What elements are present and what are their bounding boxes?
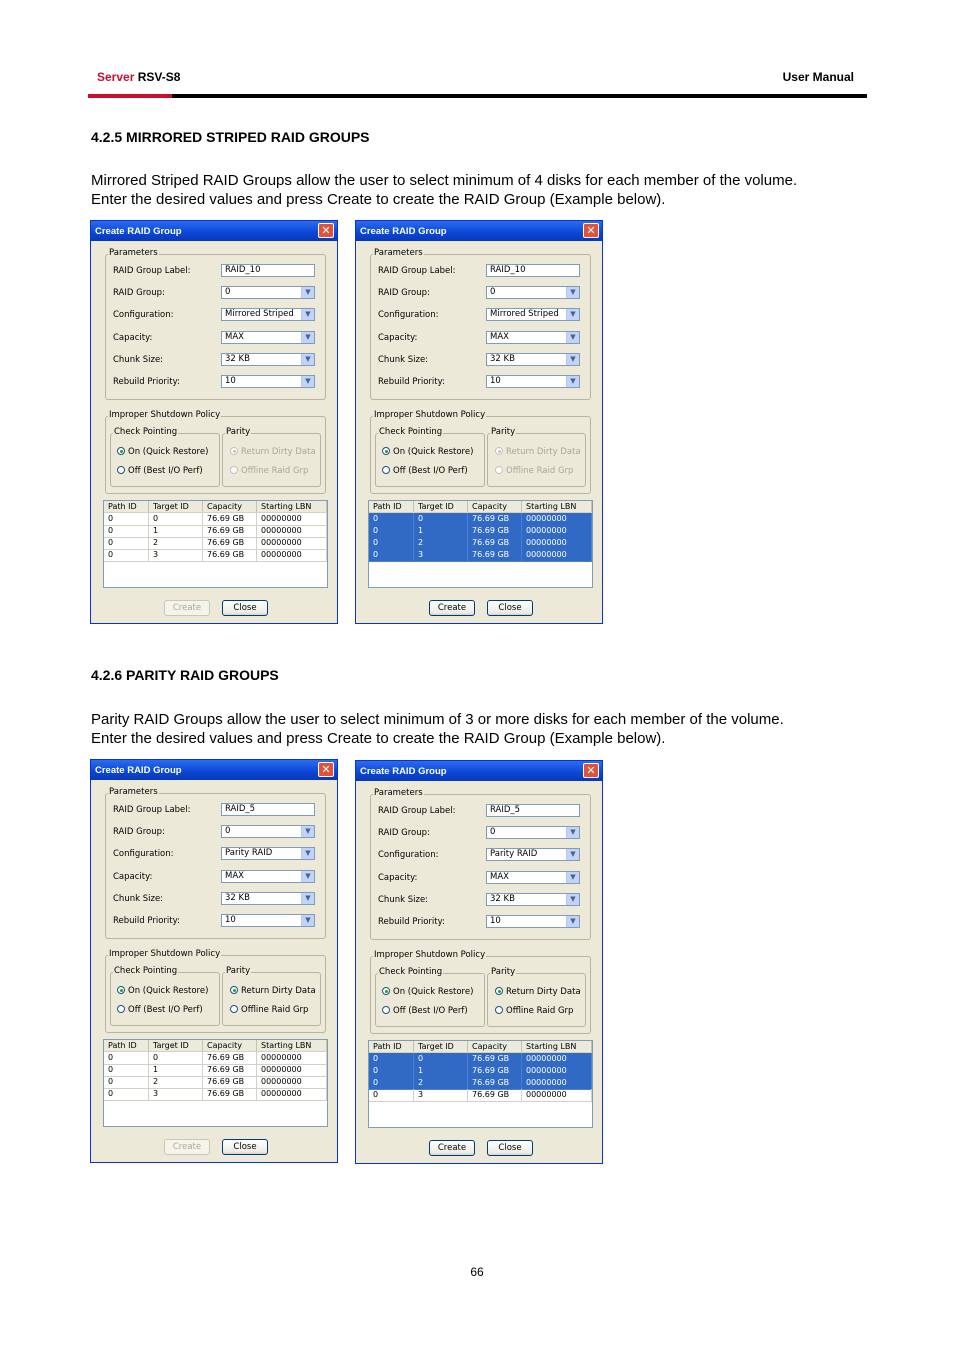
parity-label: Parity bbox=[491, 427, 516, 437]
dialog-titlebar[interactable] bbox=[356, 221, 602, 241]
table-cell: 0 bbox=[149, 1052, 203, 1064]
table-cell: 0 bbox=[369, 513, 414, 525]
capacity-label: Capacity: bbox=[113, 333, 153, 343]
table-cell: 76.69 GB bbox=[203, 549, 257, 561]
chevron-down-icon[interactable]: ▼ bbox=[566, 849, 579, 860]
parity-offline-radio[interactable]: Offline Raid Grp bbox=[495, 466, 573, 476]
raid-group-label-label: RAID Group Label: bbox=[378, 266, 456, 276]
capacity-select[interactable]: MAX ▼ bbox=[221, 331, 315, 344]
raid-group-label-input[interactable]: RAID_5 bbox=[221, 803, 315, 816]
table-cell: 0 bbox=[369, 525, 414, 537]
header-manual: User Manual bbox=[782, 70, 854, 84]
close-icon[interactable]: ✕ bbox=[583, 223, 599, 238]
table-cell: 76.69 GB bbox=[203, 1088, 257, 1100]
configuration-select[interactable]: Parity RAID ▼ bbox=[486, 848, 580, 861]
table-cell: 0 bbox=[104, 549, 149, 561]
table-cell: 00000000 bbox=[257, 1088, 327, 1100]
chevron-down-icon[interactable]: ▼ bbox=[301, 332, 314, 343]
disk-table[interactable] bbox=[103, 1039, 328, 1127]
rebuild-priority-select[interactable]: 10 ▼ bbox=[221, 375, 315, 388]
checkpoint-on-radio[interactable]: On (Quick Restore) bbox=[382, 447, 473, 457]
parity-group bbox=[222, 972, 321, 1026]
parameters-group-label: Parameters bbox=[109, 248, 158, 258]
table-cell: 2 bbox=[414, 1077, 468, 1089]
table-cell: 76.69 GB bbox=[468, 513, 522, 525]
table-cell: 3 bbox=[149, 1088, 203, 1100]
column-header[interactable]: Path ID bbox=[104, 1040, 149, 1051]
table-header bbox=[104, 501, 327, 513]
column-header[interactable]: Capacity bbox=[203, 501, 257, 512]
table-cell: 00000000 bbox=[522, 1053, 592, 1065]
capacity-label: Capacity: bbox=[378, 333, 418, 343]
table-cell: 76.69 GB bbox=[468, 549, 522, 561]
dialog-title: Create RAID Group bbox=[360, 766, 447, 777]
checkpointing-label: Check Pointing bbox=[379, 967, 443, 977]
create-button[interactable]: Create bbox=[429, 1140, 475, 1156]
raid-group-label: RAID Group: bbox=[378, 828, 430, 838]
disk-table[interactable] bbox=[103, 500, 328, 588]
table-cell: 0 bbox=[149, 513, 203, 525]
disk-table[interactable] bbox=[368, 500, 593, 588]
configuration-select[interactable]: Parity RAID ▼ bbox=[221, 847, 315, 860]
chevron-down-icon[interactable]: ▼ bbox=[566, 354, 579, 365]
radio-selected-icon bbox=[382, 447, 390, 455]
table-cell: 76.69 GB bbox=[203, 513, 257, 525]
table-cell: 76.69 GB bbox=[468, 1053, 522, 1065]
create-button[interactable]: Create bbox=[429, 600, 475, 616]
rebuild-priority-select[interactable]: 10 ▼ bbox=[486, 375, 580, 388]
raid-group-label-label: RAID Group Label: bbox=[113, 805, 191, 815]
create-button[interactable]: Create bbox=[164, 1139, 210, 1155]
column-header[interactable]: Starting LBN bbox=[257, 501, 327, 512]
dialog-titlebar[interactable] bbox=[91, 760, 337, 780]
table-cell: 76.69 GB bbox=[468, 1065, 522, 1077]
table-cell: 2 bbox=[149, 1076, 203, 1088]
table-header bbox=[104, 1040, 327, 1052]
table-cell: 00000000 bbox=[257, 525, 327, 537]
create-raid-group-dialog bbox=[355, 220, 603, 624]
checkpoint-on-radio[interactable]: On (Quick Restore) bbox=[117, 447, 208, 457]
table-cell: 00000000 bbox=[257, 1076, 327, 1088]
radio-selected-icon bbox=[382, 987, 390, 995]
table-cell: 0 bbox=[369, 537, 414, 549]
column-header[interactable]: Starting LBN bbox=[522, 501, 592, 512]
close-button[interactable]: Close bbox=[222, 1139, 268, 1155]
shutdown-policy-label: Improper Shutdown Policy bbox=[374, 950, 486, 960]
table-cell: 76.69 GB bbox=[468, 1089, 522, 1101]
table-cell: 2 bbox=[149, 537, 203, 549]
checkpointing-label: Check Pointing bbox=[379, 427, 443, 437]
table-header bbox=[369, 1041, 592, 1053]
table-cell: 76.69 GB bbox=[203, 525, 257, 537]
table-cell: 00000000 bbox=[257, 537, 327, 549]
chunk-size-select[interactable]: 32 KB ▼ bbox=[221, 892, 315, 905]
chevron-down-icon[interactable]: ▼ bbox=[301, 848, 314, 859]
capacity-select[interactable]: MAX ▼ bbox=[486, 871, 580, 884]
radio-icon bbox=[382, 466, 390, 474]
raid-group-label: RAID Group: bbox=[378, 288, 430, 298]
table-cell: 0 bbox=[104, 1052, 149, 1064]
chunk-size-label: Chunk Size: bbox=[113, 355, 164, 365]
table-cell: 76.69 GB bbox=[203, 537, 257, 549]
radio-selected-icon bbox=[230, 986, 238, 994]
column-header[interactable]: Path ID bbox=[104, 501, 149, 512]
radio-icon bbox=[230, 466, 238, 474]
close-icon[interactable]: ✕ bbox=[318, 223, 334, 238]
create-raid-group-dialog bbox=[355, 760, 603, 1164]
raid-group-label: RAID Group: bbox=[113, 288, 165, 298]
header-brand: Server RSV-S8 bbox=[97, 70, 181, 84]
parity-group bbox=[487, 433, 586, 487]
table-cell: 00000000 bbox=[522, 537, 592, 549]
radio-selected-icon bbox=[495, 987, 503, 995]
table-cell: 76.69 GB bbox=[203, 1052, 257, 1064]
table-cell: 2 bbox=[414, 537, 468, 549]
parity-offline-radio[interactable]: Offline Raid Grp bbox=[495, 1006, 573, 1016]
table-cell: 76.69 GB bbox=[468, 537, 522, 549]
radio-selected-icon bbox=[495, 447, 503, 455]
page-number: 66 bbox=[470, 1265, 484, 1279]
checkpointing-group bbox=[110, 433, 220, 487]
shutdown-policy-label: Improper Shutdown Policy bbox=[109, 949, 221, 959]
chevron-down-icon[interactable]: ▼ bbox=[301, 376, 314, 387]
table-cell: 00000000 bbox=[522, 525, 592, 537]
parity-offline-radio[interactable]: Offline Raid Grp bbox=[230, 466, 308, 476]
column-header[interactable]: Target ID bbox=[149, 501, 203, 512]
parity-return-dirty-radio[interactable]: Return Dirty Data bbox=[230, 986, 316, 996]
table-cell: 00000000 bbox=[522, 1065, 592, 1077]
table-cell: 0 bbox=[414, 513, 468, 525]
chunk-size-label: Chunk Size: bbox=[113, 894, 164, 904]
chevron-down-icon[interactable]: ▼ bbox=[566, 894, 579, 905]
table-cell: 3 bbox=[414, 549, 468, 561]
radio-selected-icon bbox=[117, 986, 125, 994]
table-row[interactable] bbox=[369, 549, 592, 562]
close-button[interactable]: Close bbox=[487, 600, 533, 616]
radio-icon bbox=[495, 466, 503, 474]
rebuild-priority-select[interactable]: 10 ▼ bbox=[221, 914, 315, 927]
table-cell: 0 bbox=[369, 1077, 414, 1089]
table-row[interactable] bbox=[369, 1089, 592, 1102]
column-header[interactable]: Capacity bbox=[203, 1040, 257, 1051]
dialog-title: Create RAID Group bbox=[360, 226, 447, 237]
column-header[interactable]: Target ID bbox=[149, 1040, 203, 1051]
capacity-select[interactable]: MAX ▼ bbox=[221, 870, 315, 883]
header-rule-accent bbox=[88, 94, 172, 98]
configuration-label: Configuration: bbox=[378, 850, 439, 860]
raid-group-label-input[interactable]: RAID_10 bbox=[221, 264, 315, 277]
checkpointing-group bbox=[375, 973, 485, 1027]
chevron-down-icon[interactable]: ▼ bbox=[566, 916, 579, 927]
table-cell: 0 bbox=[104, 1088, 149, 1100]
close-button[interactable]: Close bbox=[222, 600, 268, 616]
chevron-down-icon[interactable]: ▼ bbox=[566, 827, 579, 838]
configuration-select[interactable]: Mirrored Striped ▼ bbox=[486, 308, 580, 321]
table-cell: 76.69 GB bbox=[203, 1064, 257, 1076]
rebuild-priority-select[interactable]: 10 ▼ bbox=[486, 915, 580, 928]
table-cell: 1 bbox=[149, 1064, 203, 1076]
chevron-down-icon[interactable]: ▼ bbox=[566, 332, 579, 343]
checkpoint-on-radio[interactable]: On (Quick Restore) bbox=[382, 987, 473, 997]
table-cell: 00000000 bbox=[522, 549, 592, 561]
parity-group bbox=[222, 433, 321, 487]
parity-label: Parity bbox=[226, 427, 251, 437]
chunk-size-label: Chunk Size: bbox=[378, 895, 429, 905]
table-cell: 0 bbox=[414, 1053, 468, 1065]
header-rule bbox=[88, 94, 867, 98]
close-icon[interactable]: ✕ bbox=[318, 762, 334, 777]
table-cell: 0 bbox=[104, 513, 149, 525]
chevron-down-icon[interactable]: ▼ bbox=[301, 915, 314, 926]
disk-table[interactable] bbox=[368, 1040, 593, 1128]
parameters-group-label: Parameters bbox=[374, 788, 423, 798]
chevron-down-icon[interactable]: ▼ bbox=[566, 376, 579, 387]
checkpointing-label: Check Pointing bbox=[114, 966, 178, 976]
chevron-down-icon[interactable]: ▼ bbox=[301, 354, 314, 365]
configuration-label: Configuration: bbox=[113, 310, 174, 320]
parity-label: Parity bbox=[226, 966, 251, 976]
table-cell: 0 bbox=[104, 525, 149, 537]
table-cell: 0 bbox=[369, 1065, 414, 1077]
chevron-down-icon[interactable]: ▼ bbox=[301, 893, 314, 904]
radio-icon bbox=[117, 1005, 125, 1013]
radio-selected-icon bbox=[117, 447, 125, 455]
configuration-select[interactable]: Mirrored Striped ▼ bbox=[221, 308, 315, 321]
capacity-label: Capacity: bbox=[113, 872, 153, 882]
raid-group-label-label: RAID Group Label: bbox=[113, 266, 191, 276]
table-cell: 0 bbox=[369, 1089, 414, 1101]
capacity-select[interactable]: MAX ▼ bbox=[486, 331, 580, 344]
checkpoint-off-radio[interactable]: Off (Best I/O Perf) bbox=[382, 466, 468, 476]
radio-icon bbox=[117, 466, 125, 474]
raid-group-select[interactable]: 0 ▼ bbox=[221, 825, 315, 838]
configuration-label: Configuration: bbox=[378, 310, 439, 320]
parameters-group-label: Parameters bbox=[374, 248, 423, 258]
checkpoint-on-radio[interactable]: On (Quick Restore) bbox=[117, 986, 208, 996]
column-header[interactable]: Path ID bbox=[369, 501, 414, 512]
configuration-label: Configuration: bbox=[113, 849, 174, 859]
radio-selected-icon bbox=[230, 447, 238, 455]
capacity-label: Capacity: bbox=[378, 873, 418, 883]
parameters-group-label: Parameters bbox=[109, 787, 158, 797]
checkpoint-off-radio[interactable]: Off (Best I/O Perf) bbox=[382, 1006, 468, 1016]
radio-icon bbox=[382, 1006, 390, 1014]
radio-icon bbox=[230, 1005, 238, 1013]
chevron-down-icon[interactable]: ▼ bbox=[566, 872, 579, 883]
parity-label: Parity bbox=[491, 967, 516, 977]
table-cell: 0 bbox=[104, 537, 149, 549]
section-title-mirrored: 4.2.5 MIRRORED STRIPED RAID GROUPS bbox=[91, 129, 370, 145]
rebuild-priority-label: Rebuild Priority: bbox=[113, 377, 180, 387]
close-button[interactable]: Close bbox=[487, 1140, 533, 1156]
raid-group-label-input[interactable]: RAID_5 bbox=[486, 804, 580, 817]
section-text-mirrored: Mirrored Striped RAID Groups allow the user to select minimum of 4 disks for each member of the volume. Enter the desired values and press Create to create the RAID Group (Example below). bbox=[91, 172, 798, 208]
table-cell: 00000000 bbox=[522, 513, 592, 525]
raid-group-select[interactable]: 0 ▼ bbox=[221, 286, 315, 299]
chevron-down-icon[interactable]: ▼ bbox=[566, 309, 579, 320]
table-cell: 3 bbox=[149, 549, 203, 561]
section-text-parity: Parity RAID Groups allow the user to select minimum of 3 or more disks for each member of the volume. Enter the desired values and press Create to create the RAID Group (Example below). bbox=[91, 711, 784, 747]
chunk-size-select[interactable]: 32 KB ▼ bbox=[221, 353, 315, 366]
table-cell: 00000000 bbox=[257, 1052, 327, 1064]
checkpointing-label: Check Pointing bbox=[114, 427, 178, 437]
section-title-parity: 4.2.6 PARITY RAID GROUPS bbox=[91, 667, 279, 683]
radio-icon bbox=[495, 1006, 503, 1014]
table-cell: 0 bbox=[369, 1053, 414, 1065]
raid-group-label-label: RAID Group Label: bbox=[378, 806, 456, 816]
column-header[interactable]: Capacity bbox=[468, 501, 522, 512]
table-cell: 1 bbox=[414, 1065, 468, 1077]
parity-return-dirty-radio[interactable]: Return Dirty Data bbox=[495, 447, 581, 457]
checkpointing-group bbox=[110, 972, 220, 1026]
table-cell: 76.69 GB bbox=[468, 525, 522, 537]
checkpointing-group bbox=[375, 433, 485, 487]
chevron-down-icon[interactable]: ▼ bbox=[301, 309, 314, 320]
dialog-title: Create RAID Group bbox=[95, 765, 182, 776]
chunk-size-label: Chunk Size: bbox=[378, 355, 429, 365]
column-header[interactable]: Target ID bbox=[414, 501, 468, 512]
table-cell: 00000000 bbox=[257, 549, 327, 561]
table-cell: 3 bbox=[414, 1089, 468, 1101]
table-cell: 0 bbox=[369, 549, 414, 561]
checkpoint-off-radio[interactable]: Off (Best I/O Perf) bbox=[117, 466, 203, 476]
table-row[interactable] bbox=[104, 1088, 327, 1101]
column-header[interactable]: Capacity bbox=[468, 1041, 522, 1052]
chevron-down-icon[interactable]: ▼ bbox=[566, 287, 579, 298]
chunk-size-select[interactable]: 32 KB ▼ bbox=[486, 893, 580, 906]
close-icon[interactable]: ✕ bbox=[583, 763, 599, 778]
table-cell: 1 bbox=[149, 525, 203, 537]
table-header bbox=[369, 501, 592, 513]
chevron-down-icon[interactable]: ▼ bbox=[301, 287, 314, 298]
column-header[interactable]: Starting LBN bbox=[257, 1040, 327, 1051]
parity-offline-radio[interactable]: Offline Raid Grp bbox=[230, 1005, 308, 1015]
chunk-size-select[interactable]: 32 KB ▼ bbox=[486, 353, 580, 366]
dialog-titlebar[interactable] bbox=[356, 761, 602, 781]
table-cell: 0 bbox=[104, 1076, 149, 1088]
table-row[interactable] bbox=[104, 549, 327, 562]
raid-group-label: RAID Group: bbox=[113, 827, 165, 837]
column-header[interactable]: Target ID bbox=[414, 1041, 468, 1052]
table-cell: 0 bbox=[104, 1064, 149, 1076]
table-cell: 76.69 GB bbox=[468, 1077, 522, 1089]
table-cell: 00000000 bbox=[257, 1064, 327, 1076]
parity-return-dirty-radio[interactable]: Return Dirty Data bbox=[230, 447, 316, 457]
rebuild-priority-label: Rebuild Priority: bbox=[378, 917, 445, 927]
create-button[interactable]: Create bbox=[164, 600, 210, 616]
table-cell: 1 bbox=[414, 525, 468, 537]
raid-group-label-input[interactable]: RAID_10 bbox=[486, 264, 580, 277]
dialog-title: Create RAID Group bbox=[95, 226, 182, 237]
table-cell: 00000000 bbox=[257, 513, 327, 525]
dialog-titlebar[interactable] bbox=[91, 221, 337, 241]
create-raid-group-dialog bbox=[90, 759, 338, 1163]
parity-return-dirty-radio[interactable]: Return Dirty Data bbox=[495, 987, 581, 997]
column-header[interactable]: Path ID bbox=[369, 1041, 414, 1052]
rebuild-priority-label: Rebuild Priority: bbox=[113, 916, 180, 926]
chevron-down-icon[interactable]: ▼ bbox=[301, 871, 314, 882]
rebuild-priority-label: Rebuild Priority: bbox=[378, 377, 445, 387]
parity-group bbox=[487, 973, 586, 1027]
shutdown-policy-label: Improper Shutdown Policy bbox=[109, 410, 221, 420]
checkpoint-off-radio[interactable]: Off (Best I/O Perf) bbox=[117, 1005, 203, 1015]
column-header[interactable]: Starting LBN bbox=[522, 1041, 592, 1052]
table-cell: 00000000 bbox=[522, 1077, 592, 1089]
chevron-down-icon[interactable]: ▼ bbox=[301, 826, 314, 837]
shutdown-policy-label: Improper Shutdown Policy bbox=[374, 410, 486, 420]
raid-group-select[interactable]: 0 ▼ bbox=[486, 286, 580, 299]
raid-group-select[interactable]: 0 ▼ bbox=[486, 826, 580, 839]
table-cell: 76.69 GB bbox=[203, 1076, 257, 1088]
create-raid-group-dialog bbox=[90, 220, 338, 624]
table-cell: 00000000 bbox=[522, 1089, 592, 1101]
